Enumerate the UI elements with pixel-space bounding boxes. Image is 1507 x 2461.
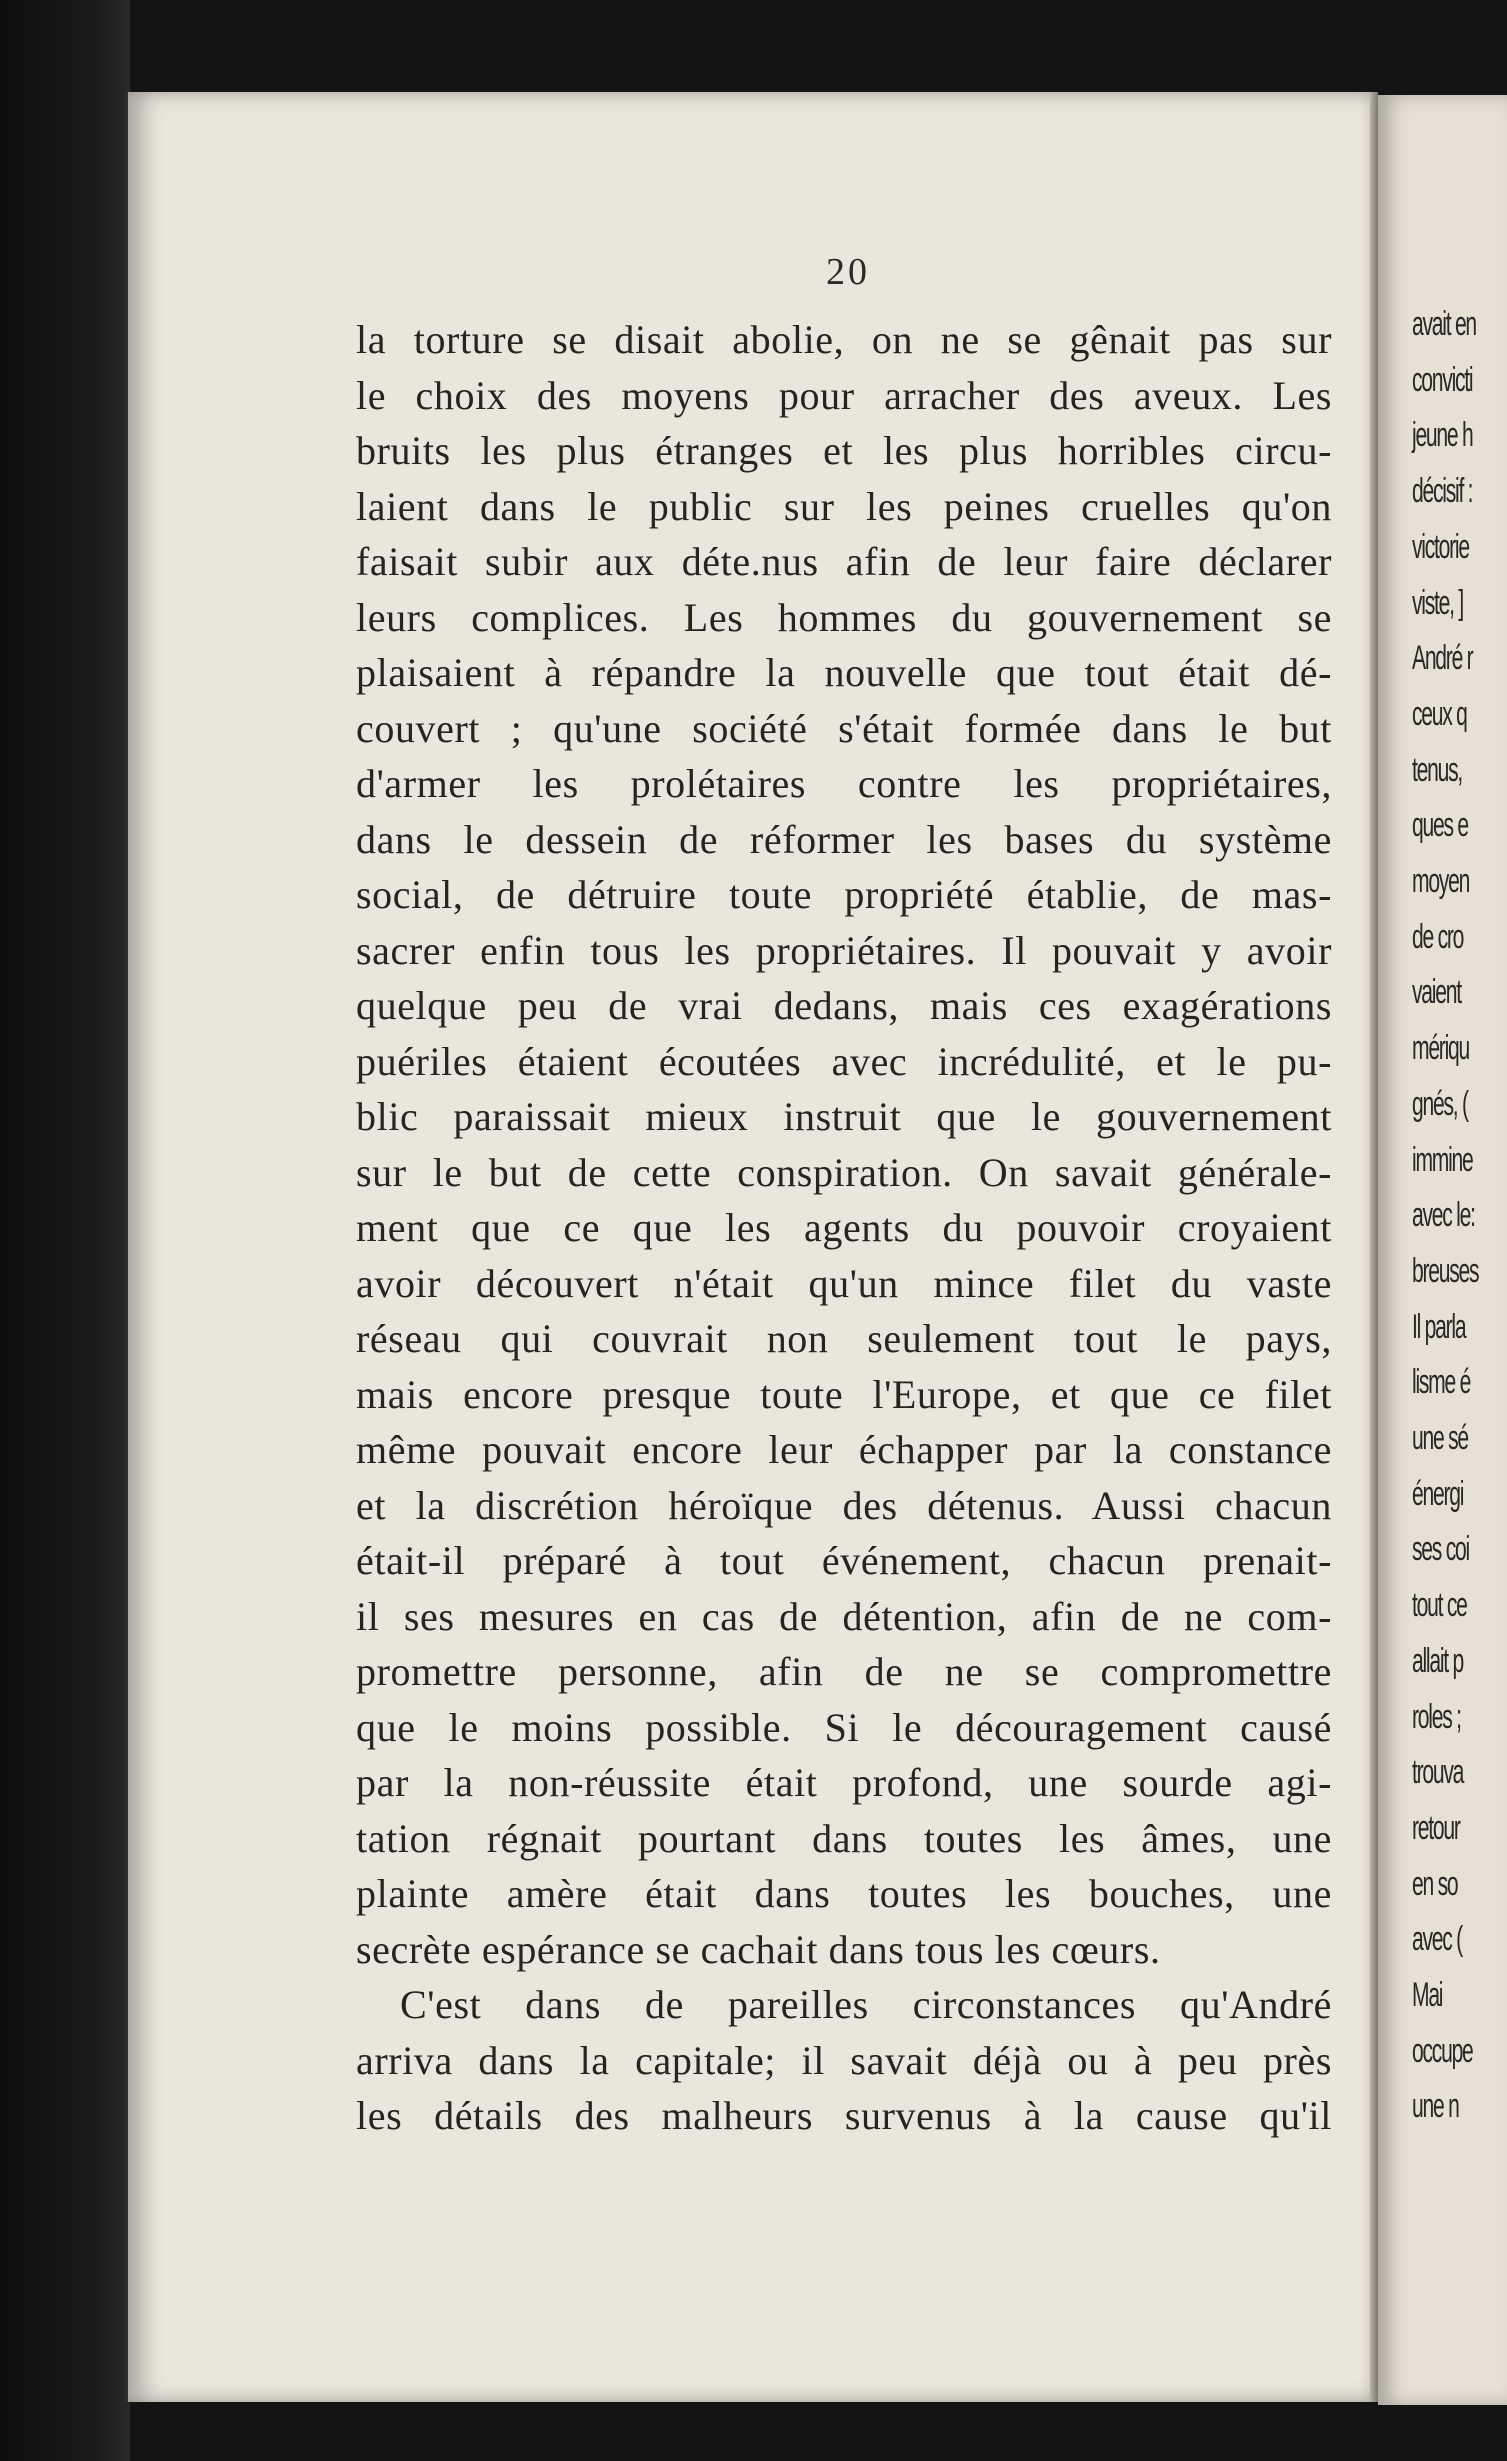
text-line: d'armer les prolétaires contre les propriétaires, — [356, 761, 1332, 806]
text-line: mais encore presque toute l'Europe, et que ce filet — [356, 1371, 1332, 1417]
text-line: avoir découvert n'était qu'un mince filet du vaste — [356, 1260, 1332, 1306]
text-line: que le moins possible. Si le découragement causé — [356, 1704, 1332, 1750]
adjacent-page-line: avait en — [1412, 305, 1476, 343]
adjacent-page-line: avec ( — [1412, 1920, 1462, 1959]
text-line: plaisaient à répandre la nouvelle que tout était dé- — [356, 650, 1332, 695]
text-line: tation régnait pourtant dans toutes les âmes, une — [356, 1815, 1332, 1861]
adjacent-page-line: viste, ] — [1412, 583, 1463, 622]
adjacent-page-line: gnés, ( — [1412, 1084, 1468, 1123]
text-line: quelque peu de vrai dedans, mais ces exagérations — [356, 983, 1332, 1028]
text-line: plainte amère était dans toutes les bouches, une — [356, 1871, 1332, 1916]
adjacent-page-line: breuses — [1412, 1251, 1479, 1290]
text-line: sur le but de cette conspiration. On savait générale- — [356, 1149, 1332, 1195]
adjacent-page-line: une n — [1412, 2087, 1459, 2126]
adjacent-page-line: vaient — [1412, 973, 1461, 1012]
page-number: 20 — [826, 251, 870, 293]
text-line: il ses mesures en cas de détention, afin de ne com- — [356, 1593, 1332, 1639]
adjacent-page-line: occupe — [1412, 2031, 1473, 2070]
adjacent-page-line: ques e — [1412, 806, 1468, 845]
adjacent-page-line: énergi — [1412, 1474, 1464, 1513]
text-line: les détails des malheurs survenus à la cause qu'il — [356, 2093, 1332, 2138]
adjacent-page-line: une sé — [1412, 1419, 1468, 1457]
adjacent-page-line: avec le: — [1412, 1196, 1475, 1235]
text-line: ment que ce que les agents du pouvoir croyaient — [356, 1205, 1332, 1250]
adjacent-page-line: lisme é — [1412, 1363, 1471, 1402]
text-line: laient dans le public sur les peines cruelles qu'on — [356, 483, 1332, 529]
adjacent-page-line: allait p — [1412, 1641, 1464, 1680]
text-line: par la non-réussite était profond, une sourde agi- — [356, 1760, 1332, 1805]
text-line: faisait subir aux déte.nus afin de leur faire déclarer — [356, 539, 1332, 584]
text-line: couvert ; qu'une société s'était formée dans le but — [356, 705, 1332, 751]
adjacent-page-line: ceux q — [1412, 694, 1467, 733]
text-line: C'est dans de pareilles circonstances qu'André — [400, 1982, 1332, 2027]
text-line: dans le dessein de réformer les bases du système — [356, 816, 1332, 862]
adjacent-page-line: ses coi — [1412, 1530, 1469, 1569]
adjacent-page-fragment — [1378, 95, 1507, 2405]
text-line: promettre personne, afin de ne se compromettre — [356, 1649, 1332, 1694]
text-line: et la discrétion héroïque des détenus. Aussi chacun — [356, 1482, 1332, 1528]
adjacent-page-line: immine — [1412, 1140, 1473, 1179]
adjacent-page-line: victorie — [1412, 527, 1469, 566]
text-line: blic paraissait mieux instruit que le gouvernement — [356, 1094, 1332, 1139]
adjacent-page-line: roles ; — [1412, 1697, 1461, 1736]
text-line: leurs complices. Les hommes du gouvernement se — [356, 594, 1332, 640]
text-line: même pouvait encore leur échapper par la constance — [356, 1427, 1332, 1472]
adjacent-page-line: moyen — [1412, 862, 1470, 900]
page-gutter — [1370, 92, 1378, 2402]
text-line: sacrer enfin tous les propriétaires. Il pouvait y avoir — [356, 927, 1332, 973]
adjacent-page-line: trouva — [1412, 1753, 1464, 1792]
text-line: le choix des moyens pour arracher des aveux. Les — [356, 372, 1332, 418]
text-line: bruits les plus étranges et les plus horribles circu- — [356, 428, 1332, 473]
text-line: social, de détruire toute propriété établie, de mas- — [356, 872, 1332, 917]
body-text — [356, 312, 1332, 2144]
adjacent-page-line: Mai — [1412, 1976, 1443, 2014]
adjacent-page-line: convicti — [1412, 360, 1473, 399]
text-line: puériles étaient écoutées avec incrédulité, et le pu- — [356, 1038, 1332, 1084]
text-line: était-il préparé à tout événement, chacun prenait- — [356, 1538, 1332, 1583]
text-line: la torture se disait abolie, on ne se gênait pas sur — [356, 317, 1332, 362]
adjacent-page-line: tenus, — [1412, 750, 1462, 789]
adjacent-page-line: Il parla — [1412, 1307, 1466, 1346]
text-line: arriva dans la capitale; il savait déjà ou à peu près — [356, 2037, 1332, 2083]
text-line: réseau qui couvrait non seulement tout le pays, — [356, 1316, 1332, 1361]
adjacent-page-line: retour — [1412, 1808, 1460, 1847]
adjacent-page-line: décisif : — [1412, 472, 1473, 511]
scan-left-edge — [0, 0, 130, 2461]
adjacent-page-line: André r — [1412, 639, 1473, 678]
adjacent-page-line: mériqu — [1412, 1029, 1470, 1068]
adjacent-page-line: en so — [1412, 1864, 1458, 1903]
adjacent-page-line: de cro — [1412, 917, 1464, 956]
adjacent-page-line: jeune h — [1412, 416, 1473, 455]
text-line: secrète espérance se cachait dans tous les cœurs. — [356, 1926, 1161, 1972]
adjacent-page-line: tout ce — [1412, 1586, 1467, 1625]
